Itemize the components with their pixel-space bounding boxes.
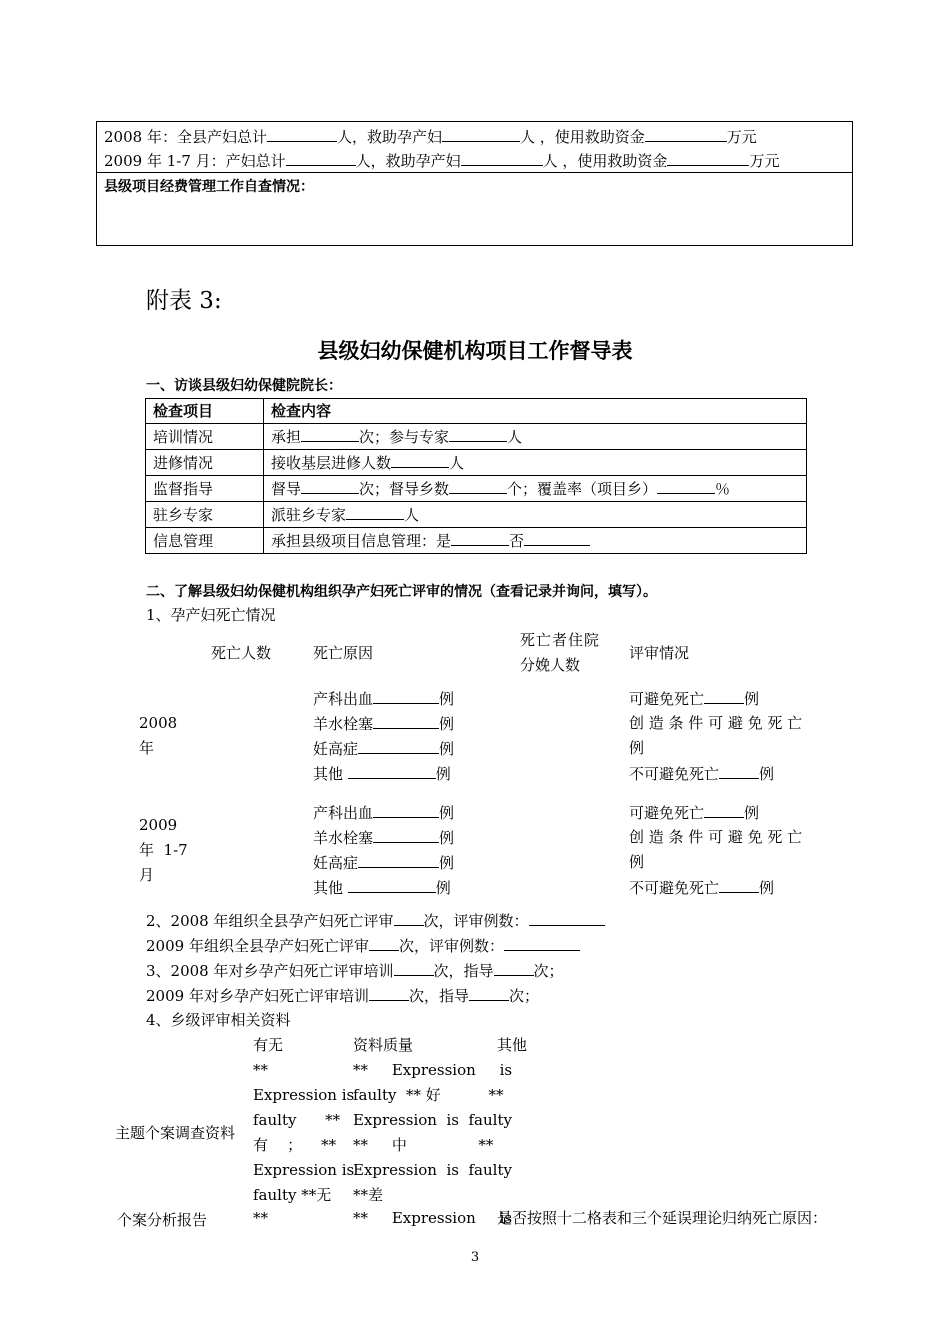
blank-field[interactable] (704, 686, 744, 704)
section2-heading: 二、了解县级妇幼保健机构组织孕产妇死亡评审的情况（查看记录并询问，填写）。 (146, 584, 657, 600)
blank-field[interactable] (529, 908, 605, 926)
row-content: 派驻乡专家 人 (264, 502, 807, 528)
blank-field[interactable] (451, 528, 509, 546)
blank-field[interactable] (301, 424, 359, 442)
blank-field[interactable] (524, 528, 590, 546)
blank-field[interactable] (461, 148, 543, 166)
header-check-item: 检查项目 (146, 399, 264, 424)
blank-field[interactable] (346, 502, 404, 520)
interview-table (145, 398, 807, 554)
blank-field[interactable] (373, 800, 439, 818)
row2-quality: ** Expression is (353, 1209, 513, 1227)
blank-field[interactable] (369, 983, 409, 1001)
training-count-2009: 2009 年对乡孕产妇死亡评审培训 次，指导 次； (146, 983, 539, 1009)
blank-field[interactable] (373, 711, 439, 729)
row-label: 驻乡专家 (146, 502, 264, 528)
row-content: 承担 次；参与专家 人 (264, 424, 807, 450)
blank-field[interactable] (373, 825, 439, 843)
blank-field[interactable] (719, 761, 759, 779)
materials-header-quality: 资料质量 (353, 1036, 414, 1054)
blank-field[interactable] (301, 476, 359, 494)
header-review: 评审情况 (629, 644, 690, 662)
materials-row2-label: 个案分析报告 (117, 1211, 208, 1229)
row1-has-line: faulty **无 (253, 1186, 332, 1204)
table-row (146, 528, 807, 554)
review-conditional-unit-2008: 例 (629, 739, 645, 757)
review-conditional-2009: 创 造 条 件 可 避 免 死 亡 (629, 828, 803, 846)
blank-field[interactable] (449, 424, 507, 442)
cause-hemorrhage-2009: 产科出血 例 (313, 800, 454, 826)
row1-quality-line: faulty ** 好 ** (353, 1086, 504, 1104)
blank-field[interactable] (442, 124, 520, 142)
blank-field[interactable] (394, 908, 424, 926)
appendix-label: 附表 3: (146, 288, 222, 314)
year-2009-range: 年 1-7 (139, 841, 188, 859)
row-content: 接收基层进修人数 人 (264, 450, 807, 476)
row-label: 进修情况 (146, 450, 264, 476)
review-unavoidable-2009: 不可避免死亡 例 (629, 875, 774, 901)
blank-field[interactable] (373, 686, 439, 704)
blank-field[interactable] (348, 875, 436, 893)
cause-hypertension-2009: 妊高症 例 (313, 850, 454, 876)
row1-has-line: 有 ； ** (253, 1136, 337, 1154)
blank-field[interactable] (704, 800, 744, 818)
blank-field[interactable] (645, 124, 727, 142)
year-2008-suffix: 年 (139, 739, 155, 757)
blank-field[interactable] (469, 983, 509, 1001)
header-inhospital-2: 分娩人数 (520, 656, 581, 674)
header-inhospital-1: 死亡者住院 (520, 631, 601, 649)
blank-field[interactable] (449, 476, 507, 494)
document-title: 县级妇幼保健机构项目工作督导表 (317, 339, 633, 363)
cause-hypertension-2008: 妊高症 例 (313, 736, 454, 762)
blank-field[interactable] (348, 761, 436, 779)
row-label: 信息管理 (146, 528, 264, 554)
funding-line-2009: 2009 年 1-7 月：产妇总计 人，救助孕产妇 人 ，使用救助资金 万元 (104, 148, 779, 174)
blank-field[interactable] (657, 476, 715, 494)
review-avoidable-2008: 可避免死亡 例 (629, 686, 759, 712)
materials-row1-label: 主题个案调查资料 (115, 1124, 236, 1142)
cause-hemorrhage-2008: 产科出血 例 (313, 686, 454, 712)
blank-field[interactable] (358, 850, 439, 868)
header-cause: 死亡原因 (313, 644, 374, 662)
blank-field[interactable] (504, 933, 580, 951)
section1-heading: 一、访谈县级妇幼保健院院长： (146, 378, 342, 394)
row2-other: 是否按照十二格表和三个延误理论归纳死亡原因： (497, 1209, 828, 1227)
cause-embolism-2009: 羊水栓塞 例 (313, 825, 454, 851)
training-count-2008: 3、2008 年对乡孕产妇死亡评审培训 次，指导 次； (146, 958, 564, 984)
row-content: 督导 次；督导乡数 个；覆盖率（项目乡） ％ (264, 476, 807, 502)
blank-field[interactable] (391, 450, 449, 468)
page-number: 3 (470, 1250, 480, 1265)
row1-quality-line: Expression is faulty (353, 1111, 512, 1129)
review-count-2008: 2、2008 年组织全县孕产妇死亡评审 次，评审例数： (146, 908, 605, 934)
header-check-content: 检查内容 (264, 399, 807, 424)
blank-field[interactable] (494, 958, 534, 976)
row1-has-line: faulty ** (253, 1111, 341, 1129)
materials-header-has: 有无 (253, 1036, 284, 1054)
blank-field[interactable] (286, 148, 356, 166)
row-label: 监督指导 (146, 476, 264, 502)
table-row (146, 424, 807, 450)
table-row (146, 450, 807, 476)
cause-other-2008: 其他 例 (313, 761, 451, 787)
table-header-row (146, 399, 807, 424)
blank-field[interactable] (358, 736, 439, 754)
row1-quality-line: ** Expression is (353, 1061, 513, 1079)
blank-field[interactable] (267, 124, 337, 142)
blank-field[interactable] (394, 958, 434, 976)
review-unavoidable-2008: 不可避免死亡 例 (629, 761, 774, 787)
year-2008-label: 2008 (139, 714, 178, 732)
row2-has: ** (253, 1209, 268, 1227)
cause-other-2009: 其他 例 (313, 875, 451, 901)
blank-field[interactable] (369, 933, 399, 951)
review-conditional-unit-2009: 例 (629, 853, 645, 871)
row-content: 承担县级项目信息管理：是 否 (264, 528, 807, 554)
blank-field[interactable] (719, 875, 759, 893)
review-conditional-2008: 创 造 条 件 可 避 免 死 亡 (629, 714, 803, 732)
sub-heading-1: 1、孕产妇死亡情况 (146, 606, 276, 624)
sub-heading-4: 4、乡级评审相关资料 (146, 1011, 291, 1029)
materials-header-other: 其他 (497, 1036, 528, 1054)
row1-has-line: ** (253, 1061, 268, 1079)
row-label: 培训情况 (146, 424, 264, 450)
year-2009-label: 2009 (139, 816, 178, 834)
row1-has-line: Expression is (253, 1086, 355, 1104)
blank-field[interactable] (667, 148, 749, 166)
row1-quality-line: **差 (353, 1186, 384, 1204)
self-check-title: 县级项目经费管理工作自查情况： (104, 179, 314, 195)
funding-line-2008: 2008 年：全县产妇总计 人，救助孕产妇 人 ，使用救助资金 万元 (104, 124, 757, 150)
cause-embolism-2008: 羊水栓塞 例 (313, 711, 454, 737)
row1-quality-line: Expression is faulty (353, 1161, 512, 1179)
header-deaths: 死亡人数 (211, 644, 272, 662)
table-row (146, 502, 807, 528)
review-avoidable-2009: 可避免死亡 例 (629, 800, 759, 826)
row1-has-line: Expression is (253, 1161, 355, 1179)
row1-quality-line: ** 中 ** (353, 1136, 494, 1154)
year-2009-suffix: 月 (139, 866, 155, 884)
table-row (146, 476, 807, 502)
review-count-2009: 2009 年组织全县孕产妇死亡评审 次，评审例数： (146, 933, 580, 959)
